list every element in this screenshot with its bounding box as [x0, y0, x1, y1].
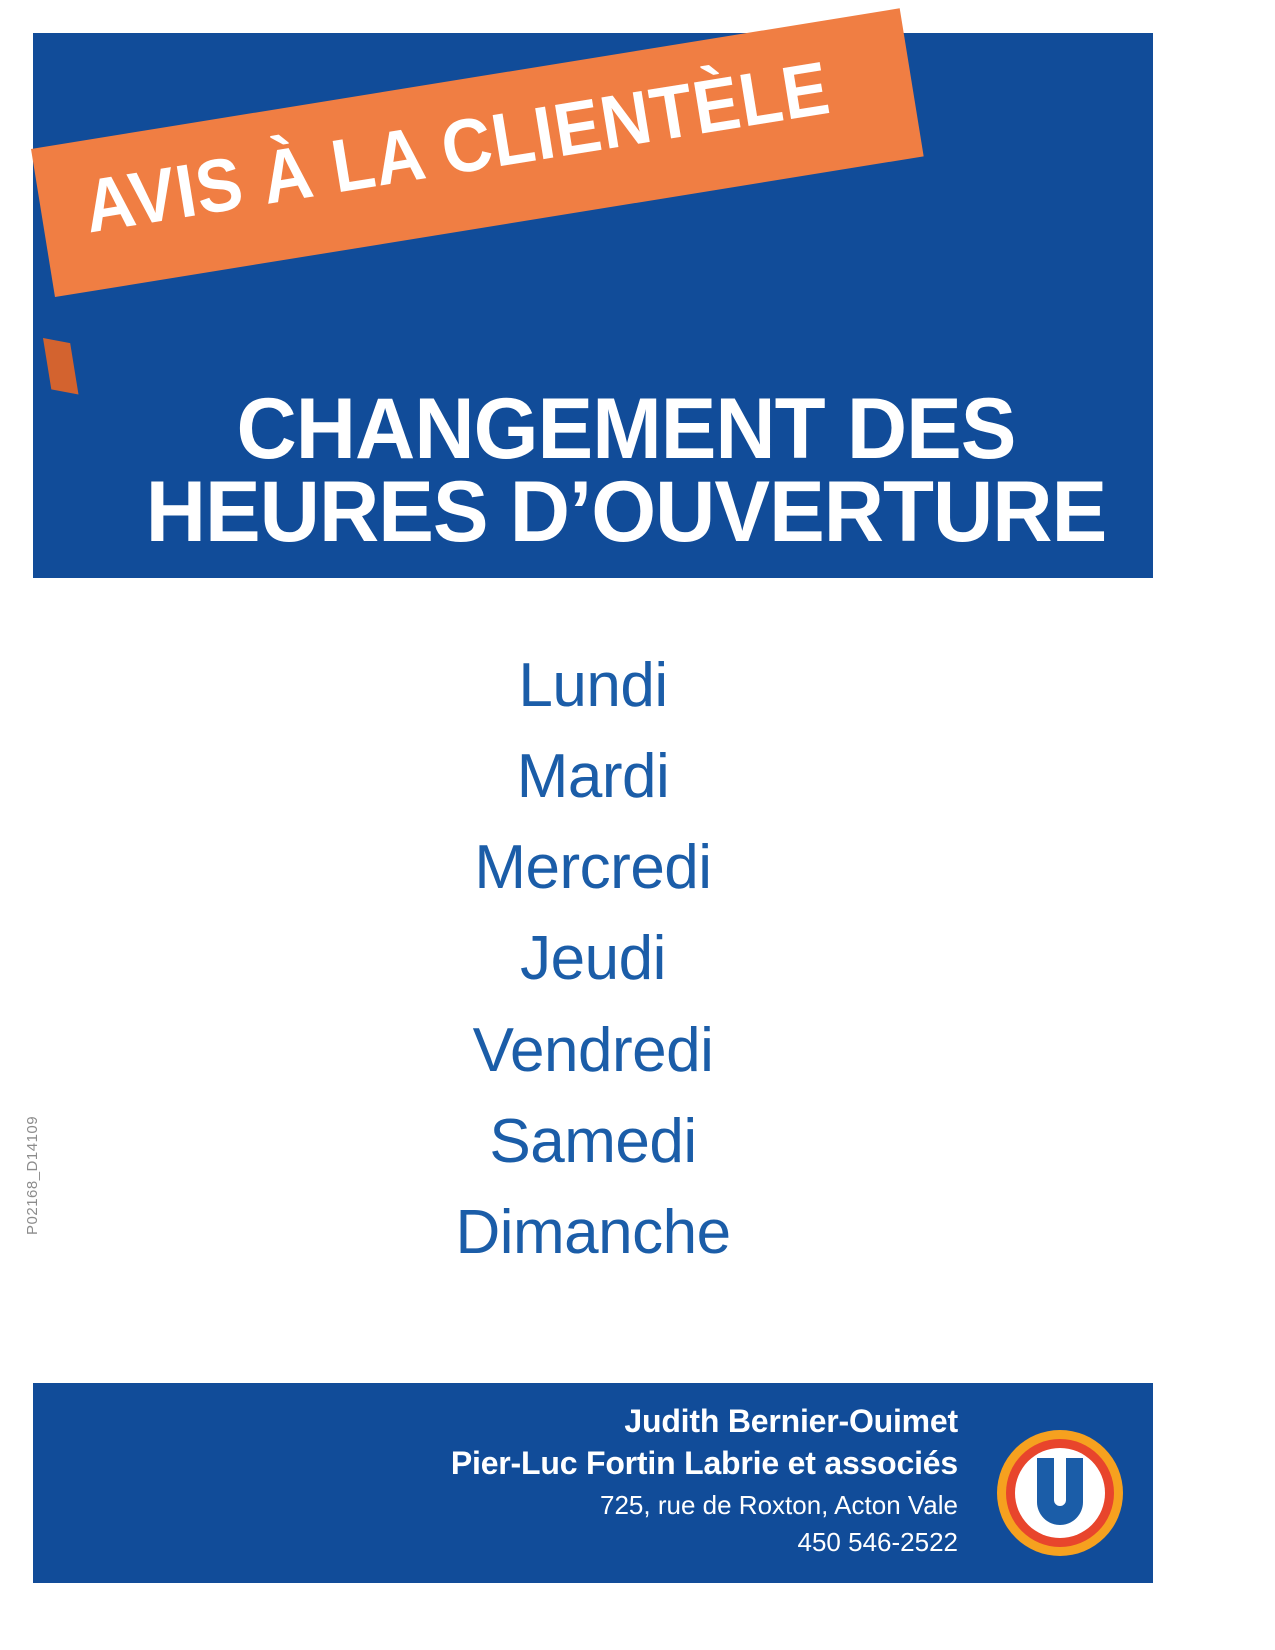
ribbon-fold — [43, 338, 78, 395]
footer-contact-info — [278, 1401, 958, 1562]
store-address: 725, rue de Roxton, Acton Vale — [600, 1489, 958, 1520]
list-item: Mercredi — [474, 833, 712, 903]
ribbon-banner — [33, 45, 933, 398]
store-phone: 450 546-2522 — [797, 1527, 958, 1558]
list-item: Samedi — [489, 1106, 697, 1176]
pharmacist-name: Judith Bernier-Ouimet — [624, 1403, 958, 1439]
associates-name: Pier-Luc Fortin Labrie et associés — [450, 1444, 958, 1481]
ribbon-label: AVIS À LA CLIENTÈLE — [78, 45, 836, 249]
list-item: Lundi — [518, 651, 668, 720]
page-title — [66, 381, 1186, 561]
list-item: Jeudi — [520, 924, 666, 994]
uniprix-logo-icon — [995, 1428, 1125, 1558]
footer-block — [33, 1383, 1153, 1583]
document-reference-code: P02168_D14109 — [24, 1115, 41, 1235]
list-item: Dimanche — [455, 1197, 731, 1267]
header-block — [33, 33, 1153, 578]
list-item: Vendredi — [472, 1015, 714, 1085]
list-item: Mardi — [516, 742, 670, 812]
opening-days-list — [33, 640, 1153, 1278]
headline-line-1: CHANGEMENT DES — [236, 381, 1016, 477]
headline-line-2: HEURES D’OUVERTURE — [145, 464, 1107, 561]
